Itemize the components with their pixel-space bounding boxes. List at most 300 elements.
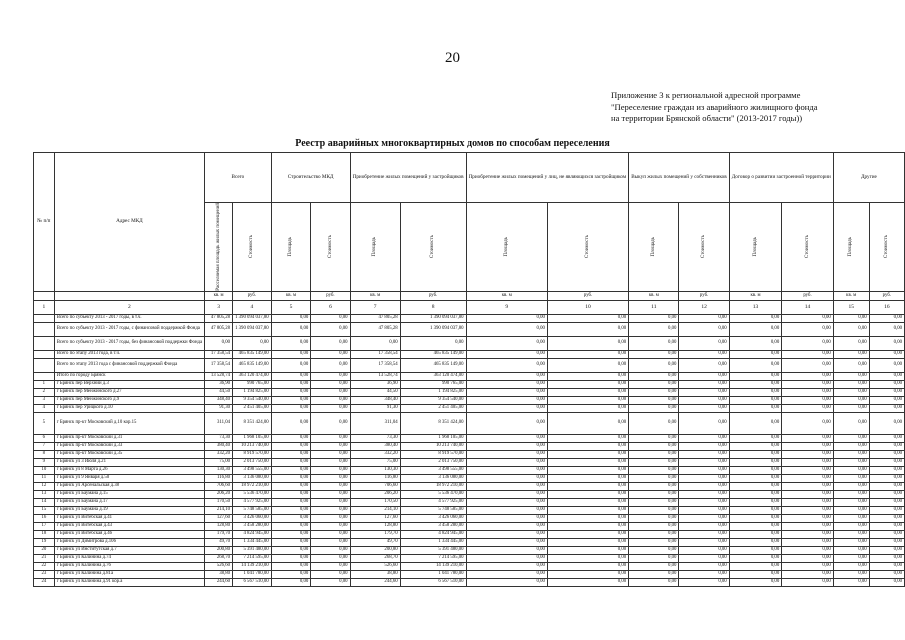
value-cell: 0,00 [311,350,350,358]
row-number-cell: 18 [34,530,55,538]
appendix-note [611,90,818,125]
value-cell: 0,00 [271,358,311,372]
value-cell: 0,00 [311,578,350,586]
value-cell: 0,00 [205,336,233,350]
value-cell: 0,00 [729,522,782,530]
value-cell: 0,00 [629,538,679,546]
value-cell: 6 567 510,00 [400,578,466,586]
value-cell: 0,00 [271,412,311,434]
column-number: 16 [869,300,904,314]
value-cell: 116,80 [205,474,233,482]
value-cell: 0,00 [869,396,904,404]
value-cell: 0,00 [869,538,904,546]
value-cell: 75,00 [350,458,400,466]
table-row [34,538,905,546]
value-cell: 127,60 [205,514,233,522]
value-cell: 0,00 [311,522,350,530]
value-cell: 3 136 080,00 [233,474,272,482]
value-cell: 0,00 [311,570,350,578]
value-cell: 0,00 [729,490,782,498]
value-cell: 0,00 [271,322,311,336]
value-cell: 0,00 [679,546,729,554]
value-cell: 0,00 [869,388,904,396]
value-cell: 1 194 825,00 [400,388,466,396]
value-cell: 0,00 [466,482,547,490]
row-number-cell: 3 [34,396,55,404]
value-cell: 14 139 210,00 [400,562,466,570]
subheader-area: Площадь [629,203,679,292]
table-row [34,450,905,458]
value-cell: 0,00 [311,554,350,562]
value-cell: 0,00 [311,546,350,554]
value-cell: 10 213 740,00 [233,442,272,450]
table-row [34,546,905,554]
value-cell: 0,00 [869,322,904,336]
value-cell: 0,00 [782,490,834,498]
value-cell: 0,00 [629,474,679,482]
value-cell: 0,00 [869,498,904,506]
address-cell: г Брянск ул Баумана д.19 [54,506,204,514]
address-cell: г Брянск ул Калинина д.81а [54,570,204,578]
table-row [34,358,905,372]
value-cell: 0,00 [547,546,628,554]
value-cell: 0,00 [679,314,729,322]
column-number: 10 [547,300,628,314]
value-cell: 0,00 [311,380,350,388]
value-cell: 0,00 [833,498,869,506]
row-number-cell: 1 [34,380,55,388]
value-cell: 0,00 [729,546,782,554]
value-cell: 0,00 [466,388,547,396]
value-cell: 0,00 [729,466,782,474]
value-cell: 18 972 210,00 [233,482,272,490]
address-cell: Всего по субъекту 2013 - 2017 годы, с финансовой поддержкой Фонда [54,322,204,336]
unit-cell: кв. м [833,291,869,300]
unit-cell: кв. м [466,291,547,300]
value-cell: 0,00 [729,458,782,466]
value-cell: 311,04 [350,412,400,434]
value-cell: 0,00 [547,562,628,570]
address-cell: г Брянск ул Витебская д.43 [54,522,204,530]
table-row [34,522,905,530]
value-cell: 0,00 [466,570,547,578]
value-cell: 0,00 [679,388,729,396]
column-numbers-row [34,300,905,314]
value-cell: 0,00 [679,396,729,404]
unit-cell: руб. [400,291,466,300]
value-cell: 3 458 280,00 [400,522,466,530]
unit-cell: руб. [311,291,350,300]
value-cell: 1 390 094 037,80 [400,314,466,322]
value-cell: 0,00 [629,442,679,450]
value-cell: 0,00 [466,350,547,358]
value-cell: 0,00 [629,372,679,380]
value-cell: 0,00 [782,538,834,546]
value-cell: 0,00 [271,522,311,530]
table-row [34,570,905,578]
value-cell: 0,00 [629,578,679,586]
value-cell: 0,00 [629,358,679,372]
value-cell: 0,00 [869,412,904,434]
value-cell: 380,40 [350,442,400,450]
row-number-cell: 19 [34,538,55,546]
value-cell: 9 354 540,00 [233,396,272,404]
value-cell: 0,00 [729,474,782,482]
row-number-cell: 15 [34,506,55,514]
value-cell: 1 390 094 037,80 [233,322,272,336]
value-cell: 0,00 [466,522,547,530]
value-cell: 73,30 [205,434,233,442]
value-cell: 7 214 595,00 [400,554,466,562]
value-cell: 0,00 [271,404,311,412]
subheader-cost: Стоимость [547,203,628,292]
address-cell: г Брянск ул 8 Марта д.26 [54,466,204,474]
value-cell: 0,00 [311,412,350,434]
column-number: 7 [350,300,400,314]
header-address: Адрес МКД [54,153,204,292]
value-cell: 311,04 [205,412,233,434]
header-purchase-developers: Приобретение жилых помещений у застройщиков [350,153,466,203]
value-cell: 0,00 [869,578,904,586]
value-cell: 0,00 [729,450,782,458]
value-cell: 0,00 [833,530,869,538]
value-cell: 116,80 [350,474,400,482]
value-cell: 0,00 [629,530,679,538]
value-cell: 526,60 [350,562,400,570]
address-cell: г Брянск ул 3 Июля д.21 [54,458,204,466]
value-cell: 1 194 825,00 [233,388,272,396]
value-cell: 206,20 [350,490,400,498]
value-cell: 0,00 [679,514,729,522]
value-cell: 363 120 474,00 [400,372,466,380]
value-cell: 91,30 [350,404,400,412]
value-cell: 0,00 [782,570,834,578]
value-cell: 0,00 [547,372,628,380]
value-cell: 0,00 [271,350,311,358]
value-cell: 0,00 [869,372,904,380]
value-cell: 0,00 [547,314,628,322]
value-cell: 0,00 [833,490,869,498]
value-cell: 0,00 [869,450,904,458]
value-cell: 0,00 [782,314,834,322]
value-cell: 0,00 [729,506,782,514]
value-cell: 990 765,00 [233,380,272,388]
value-cell: 0,00 [311,514,350,522]
value-cell: 0,00 [311,450,350,458]
value-cell: 0,00 [679,490,729,498]
appendix-line: "Переселение граждан из аварийного жилищного фонда [611,101,818,112]
value-cell: 0,00 [547,482,628,490]
value-cell: 0,00 [271,442,311,450]
address-cell: г Брянск ул Арсенальская д.38 [54,482,204,490]
value-cell: 0,00 [833,562,869,570]
unit-cell: кв. м [729,291,782,300]
value-cell: 0,00 [466,514,547,522]
table-row [34,466,905,474]
value-cell: 465 835 149,00 [233,358,272,372]
value-cell: 0,00 [271,388,311,396]
value-cell: 0,00 [271,570,311,578]
value-cell: 0,00 [729,562,782,570]
value-cell: 0,00 [782,358,834,372]
value-cell: 200,80 [205,546,233,554]
value-cell: 0,00 [547,350,628,358]
value-cell: 0,00 [833,482,869,490]
row-number-cell [34,350,55,358]
value-cell: 0,00 [466,372,547,380]
value-cell: 0,00 [729,388,782,396]
value-cell: 0,00 [679,522,729,530]
value-cell: 10 213 740,00 [400,442,466,450]
value-cell: 0,00 [629,450,679,458]
value-cell: 0,00 [679,466,729,474]
value-cell: 1 390 094 037,80 [400,322,466,336]
value-cell: 0,00 [547,380,628,388]
value-cell: 14 139 210,00 [233,562,272,570]
column-number: 2 [54,300,204,314]
row-number-cell: 8 [34,450,55,458]
value-cell: 0,00 [729,530,782,538]
value-cell: 2 451 405,00 [233,404,272,412]
value-cell: 9 354 540,00 [400,396,466,404]
value-cell: 0,00 [782,396,834,404]
appendix-line: Приложение 3 к региональной адресной программе [611,90,801,100]
value-cell: 0,00 [869,458,904,466]
table-row [34,530,905,538]
row-number-cell: 12 [34,482,55,490]
unit-cell: руб. [782,291,834,300]
subheader-cost: Стоимость [782,203,834,292]
value-cell: 0,00 [869,514,904,522]
value-cell: 0,00 [311,314,350,322]
value-cell: 0,00 [547,538,628,546]
value-cell: 1 390 094 037,80 [233,314,272,322]
page-number: 20 [445,50,460,66]
column-number: 11 [629,300,679,314]
value-cell: 0,00 [833,412,869,434]
row-number-cell [34,322,55,336]
value-cell: 0,00 [679,554,729,562]
value-cell: 0,00 [679,578,729,586]
value-cell: 0,00 [869,336,904,350]
value-cell: 47 805,28 [350,314,400,322]
value-cell: 0,00 [271,530,311,538]
value-cell: 0,00 [629,522,679,530]
value-cell: 0,00 [833,396,869,404]
value-cell: 0,00 [833,538,869,546]
value-cell: 0,00 [466,458,547,466]
row-number-cell: 13 [34,490,55,498]
value-cell: 0,00 [869,562,904,570]
address-cell: г Брянск ул Баумана д.17 [54,498,204,506]
value-cell: 17 358,54 [350,350,400,358]
address-cell: г Брянск пер Менжинского д.27 [54,388,204,396]
value-cell: 0,00 [833,578,869,586]
value-cell: 0,00 [679,380,729,388]
value-cell: 0,00 [629,380,679,388]
value-cell: 3 136 080,00 [400,474,466,482]
value-cell: 36,90 [205,380,233,388]
row-number-cell: 20 [34,546,55,554]
value-cell: 0,00 [782,322,834,336]
value-cell: 0,00 [271,458,311,466]
value-cell: 0,00 [311,562,350,570]
value-cell: 0,00 [271,474,311,482]
value-cell: 0,00 [311,458,350,466]
value-cell: 0,00 [869,530,904,538]
value-cell: 0,00 [869,490,904,498]
appendix-line: на территории Брянской области" (2013-2017 годы)) [611,113,803,123]
value-cell: 0,00 [833,506,869,514]
row-number-cell: 4 [34,404,55,412]
value-cell: 0,00 [869,482,904,490]
unit-cell: кв. м [350,291,400,300]
units-row [34,291,905,300]
value-cell: 49,70 [350,538,400,546]
value-cell: 0,00 [547,530,628,538]
table-row [34,482,905,490]
value-cell: 0,00 [466,554,547,562]
value-cell: 5 391 480,00 [400,546,466,554]
value-cell: 0,00 [466,474,547,482]
value-cell: 1 968 105,00 [400,434,466,442]
value-cell: 0,00 [311,482,350,490]
value-cell: 206,20 [205,490,233,498]
value-cell: 36,90 [350,380,400,388]
value-cell: 17 358,54 [350,358,400,372]
value-cell: 0,00 [629,546,679,554]
value-cell: 0,00 [782,514,834,522]
value-cell: 1 968 105,00 [233,434,272,442]
value-cell: 5 536 470,00 [233,490,272,498]
value-cell: 0,00 [271,562,311,570]
table-row [34,350,905,358]
value-cell: 0,00 [629,396,679,404]
value-cell: 0,00 [311,506,350,514]
subheader-area: Площадь [271,203,311,292]
table-row [34,458,905,466]
value-cell: 0,00 [547,412,628,434]
subheader-area: Площадь [833,203,869,292]
value-cell: 0,00 [547,450,628,458]
value-cell: 0,00 [629,466,679,474]
value-cell: 2 451 405,00 [400,404,466,412]
value-cell: 1 334 445,00 [400,538,466,546]
value-cell: 706,60 [350,482,400,490]
value-cell: 0,00 [547,322,628,336]
value-cell: 0,00 [629,314,679,322]
value-cell: 0,00 [271,538,311,546]
subheader-cost: Стоимость [400,203,466,292]
value-cell: 4 824 945,00 [400,530,466,538]
value-cell: 0,00 [629,570,679,578]
value-cell: 0,00 [729,322,782,336]
value-cell: 0,00 [679,498,729,506]
value-cell: 0,00 [311,442,350,450]
value-cell: 0,00 [271,578,311,586]
value-cell: 0,00 [833,546,869,554]
value-cell: 0,00 [679,322,729,336]
value-cell: 0,00 [466,578,547,586]
row-number-cell: 24 [34,578,55,586]
value-cell: 0,00 [233,336,272,350]
value-cell: 0,00 [311,336,350,350]
value-cell: 4 577 925,00 [233,498,272,506]
row-number-cell: 11 [34,474,55,482]
value-cell: 0,00 [311,474,350,482]
value-cell: 0,00 [271,546,311,554]
value-cell: 130,30 [205,466,233,474]
value-cell: 0,00 [729,442,782,450]
value-cell: 0,00 [271,554,311,562]
value-cell: 268,70 [205,554,233,562]
header-num: № п/п [34,153,55,292]
value-cell: 0,00 [311,466,350,474]
value-cell: 0,00 [833,570,869,578]
value-cell: 8 351 424,00 [233,412,272,434]
table-row [34,498,905,506]
value-cell: 0,00 [782,388,834,396]
value-cell: 0,00 [782,482,834,490]
table-row [34,506,905,514]
value-cell: 0,00 [311,396,350,404]
value-cell: 0,00 [629,412,679,434]
column-number: 13 [729,300,782,314]
value-cell: 214,10 [205,506,233,514]
value-cell: 0,00 [466,396,547,404]
value-cell: 0,00 [466,336,547,350]
value-cell: 130,30 [350,466,400,474]
value-cell: 0,00 [782,506,834,514]
value-cell: 0,00 [629,404,679,412]
value-cell: 0,00 [729,380,782,388]
value-cell: 0,00 [629,350,679,358]
value-cell: 0,00 [311,498,350,506]
address-cell: г Брянск пр-кт Московский д.35 [54,450,204,458]
value-cell: 0,00 [629,490,679,498]
column-number: 14 [782,300,834,314]
value-cell: 0,00 [729,554,782,562]
value-cell: 0,00 [547,506,628,514]
value-cell: 0,00 [466,546,547,554]
row-number-cell [34,336,55,350]
address-cell: г Брянск ул Витебская д.41 [54,514,204,522]
table-row [34,396,905,404]
address-cell: Всего по этапу 2013 года с финансовой поддержкой Фонда [54,358,204,372]
header-other: Другие [833,153,904,203]
value-cell: 380,40 [205,442,233,450]
value-cell: 0,00 [629,514,679,522]
value-cell: 0,00 [729,372,782,380]
value-cell: 0,00 [869,474,904,482]
value-cell: 0,00 [679,434,729,442]
value-cell: 5 748 585,00 [233,506,272,514]
value-cell: 179,70 [350,530,400,538]
value-cell: 0,00 [869,466,904,474]
value-cell: 0,00 [271,514,311,522]
value-cell: 363 120 474,00 [233,372,272,380]
value-cell: 200,80 [350,546,400,554]
column-number: 15 [833,300,869,314]
header-purchase-non-developers: Приобретение жилых помещений у лиц, не являющихся застройщиком [466,153,629,203]
column-number: 9 [466,300,547,314]
value-cell: 0,00 [271,450,311,458]
value-cell: 47 805,28 [205,314,233,322]
value-cell: 2 013 750,00 [233,458,272,466]
value-cell: 0,00 [782,498,834,506]
value-cell: 0,00 [547,570,628,578]
value-cell: 0,00 [311,434,350,442]
